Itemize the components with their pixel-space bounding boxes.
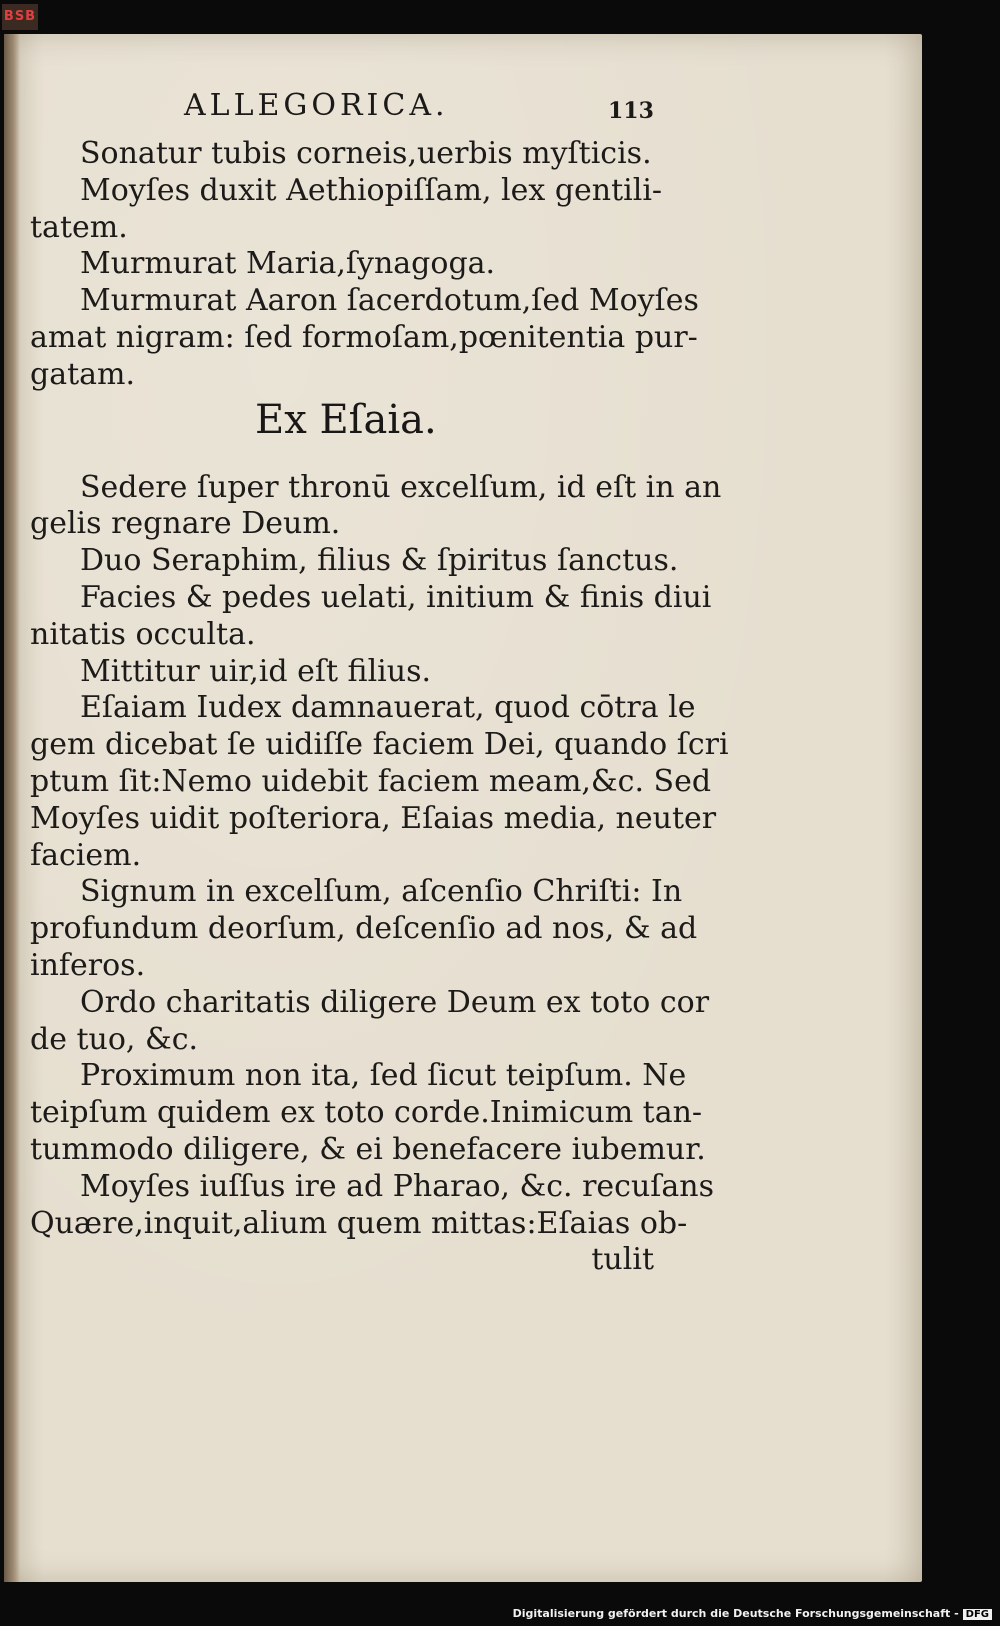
text-line: Murmurat Maria,ſynagoga.: [80, 246, 496, 282]
text-line: profundum deorſum, deſcenſio ad nos, & ad: [30, 911, 698, 947]
text-line: de tuo, &c.: [30, 1021, 199, 1057]
text-line: inferos.: [30, 947, 146, 983]
catchword: tulit: [591, 1242, 654, 1278]
page-spine-shadow: [4, 34, 20, 1582]
library-stamp: BSB: [2, 4, 38, 30]
footer-credit: [513, 1607, 992, 1620]
text-line: nitatis occulta.: [30, 616, 256, 652]
text-line: ptum ſit:Nemo uidebit faciem meam,&c. Sed: [30, 763, 712, 799]
text-line: Murmurat Aaron ſacerdotum,ſed Moyſes: [80, 283, 699, 319]
text-line: Duo Seraphim, filius & ſpiritus ſanctus.: [80, 543, 679, 579]
text-line: Moyſes duxit Aethiopiſſam, lex gentili-: [80, 172, 663, 208]
text-line: Eſaiam Iudex damnauerat, quod cōtra le: [80, 690, 696, 726]
book-page: [4, 34, 922, 1582]
text-line: Moyſes iuſſus ire ad Pharao, &c. recuſans: [80, 1168, 714, 1204]
text-block-after: [30, 469, 729, 1243]
running-head: ALLEGORICA.: [184, 88, 449, 123]
footer-text: Digitalisierung gefördert durch die Deutsche Forschungsgemeinschaft -: [512, 1607, 959, 1620]
text-line: Ordo charitatis diligere Deum ex toto cor: [80, 984, 710, 1020]
body-text: [30, 136, 729, 1279]
dfg-logo: DFG: [963, 1609, 992, 1620]
text-line: Signum in excelſum, aſcenſio Chriſti: In: [80, 874, 683, 910]
text-line: teipſum quidem ex toto corde.Inimicum tan-: [30, 1095, 703, 1131]
text-line: amat nigram: ſed formoſam,pœnitentia pur-: [30, 319, 698, 355]
text-line: tummodo diligere, & ei benefacere iubemur.: [30, 1131, 706, 1167]
text-line: gem dicebat ſe uidiſſe faciem Dei, quando ſcri: [30, 727, 729, 763]
text-line: gelis regnare Deum.: [30, 506, 341, 542]
section-heading-block: [30, 394, 654, 470]
page-number: 113: [608, 98, 654, 124]
text-line: Mittitur uir,id eſt filius.: [80, 653, 432, 689]
text-line: Moyſes uidit poſteriora, Eſaias media, neuter: [30, 800, 717, 836]
text-line: faciem.: [30, 837, 142, 873]
section-heading: Ex Eſaia.: [255, 396, 437, 443]
text-block-before: [30, 136, 699, 394]
text-line: Facies & pedes uelati, initium & finis diui: [80, 579, 712, 615]
text-line: Quære,inquit,alium quem mittas:Eſaias ob-: [30, 1205, 688, 1241]
text-line: Sonatur tubis corneis,uerbis myſticis.: [80, 136, 652, 171]
text-line: Sedere ſuper thronū excelſum, id eſt in an: [80, 469, 722, 505]
text-line: tatem.: [30, 209, 128, 245]
text-line: Proximum non ita, ſed ſicut teipſum. Ne: [80, 1058, 687, 1094]
text-line: gatam.: [30, 356, 136, 392]
